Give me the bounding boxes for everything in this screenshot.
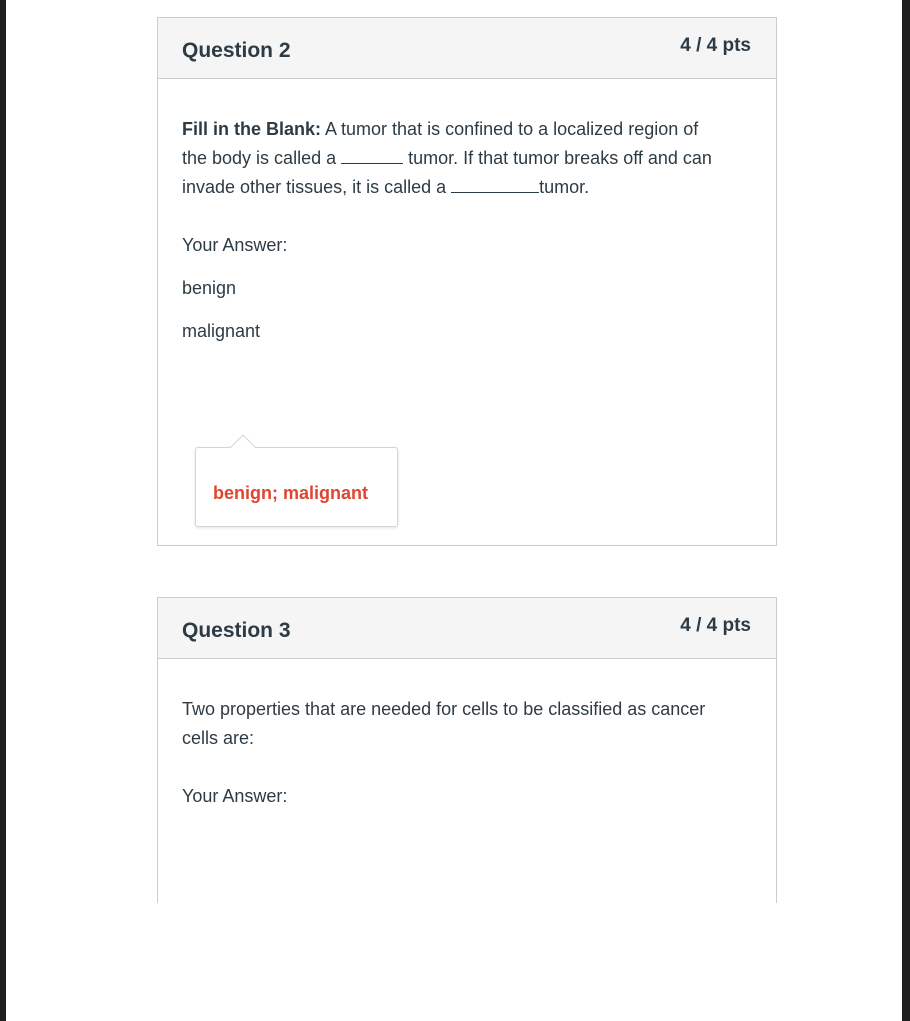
question-3-prompt-line-1: Two properties that are needed for cells to be classified as cancer [182,699,706,719]
question-2-prompt-line-3 [182,173,762,202]
correct-answer-callout [195,447,398,527]
question-3-title: Question 3 [182,619,291,642]
question-3-prompt-line-2: cells are: [182,728,255,748]
question-2-prompt-line-2a: the body is called a [182,148,342,168]
question-2-prompt-line-2 [182,144,762,173]
question-2-title: Question 2 [182,39,291,62]
right-window-edge [902,0,910,1021]
question-2-prompt-type: Fill in the Blank: [182,119,322,139]
question-2-prompt [182,115,762,202]
left-window-edge [0,0,6,1021]
question-2-answer-label: Your Answer: [182,235,288,255]
question-2-prompt-line-1-text: A tumor that is confined to a localized region of [321,119,699,139]
blank-2 [451,176,539,193]
question-3-answer-label: Your Answer: [182,786,288,806]
question-2-prompt-line-1 [182,115,762,144]
question-3-prompt [182,695,762,753]
question-3-points: 4 / 4 pts [680,615,751,636]
question-2-prompt-line-2b: tumor. If that tumor breaks off and can [403,148,712,168]
question-2-points: 4 / 4 pts [680,35,751,56]
correct-answer-text: benign; malignant [213,483,368,503]
question-2-card [157,17,777,546]
question-3-header [158,598,776,659]
question-2-answer-1: benign [182,278,237,298]
question-2-prompt-line-3a: invade other tissues, it is called a [182,177,452,197]
question-2-header [158,18,776,79]
blank-1 [341,147,403,164]
question-3-card [157,597,777,903]
question-2-answer-2: malignant [182,321,261,341]
callout-arrow [230,434,255,459]
question-2-prompt-line-3b: tumor. [539,177,590,197]
